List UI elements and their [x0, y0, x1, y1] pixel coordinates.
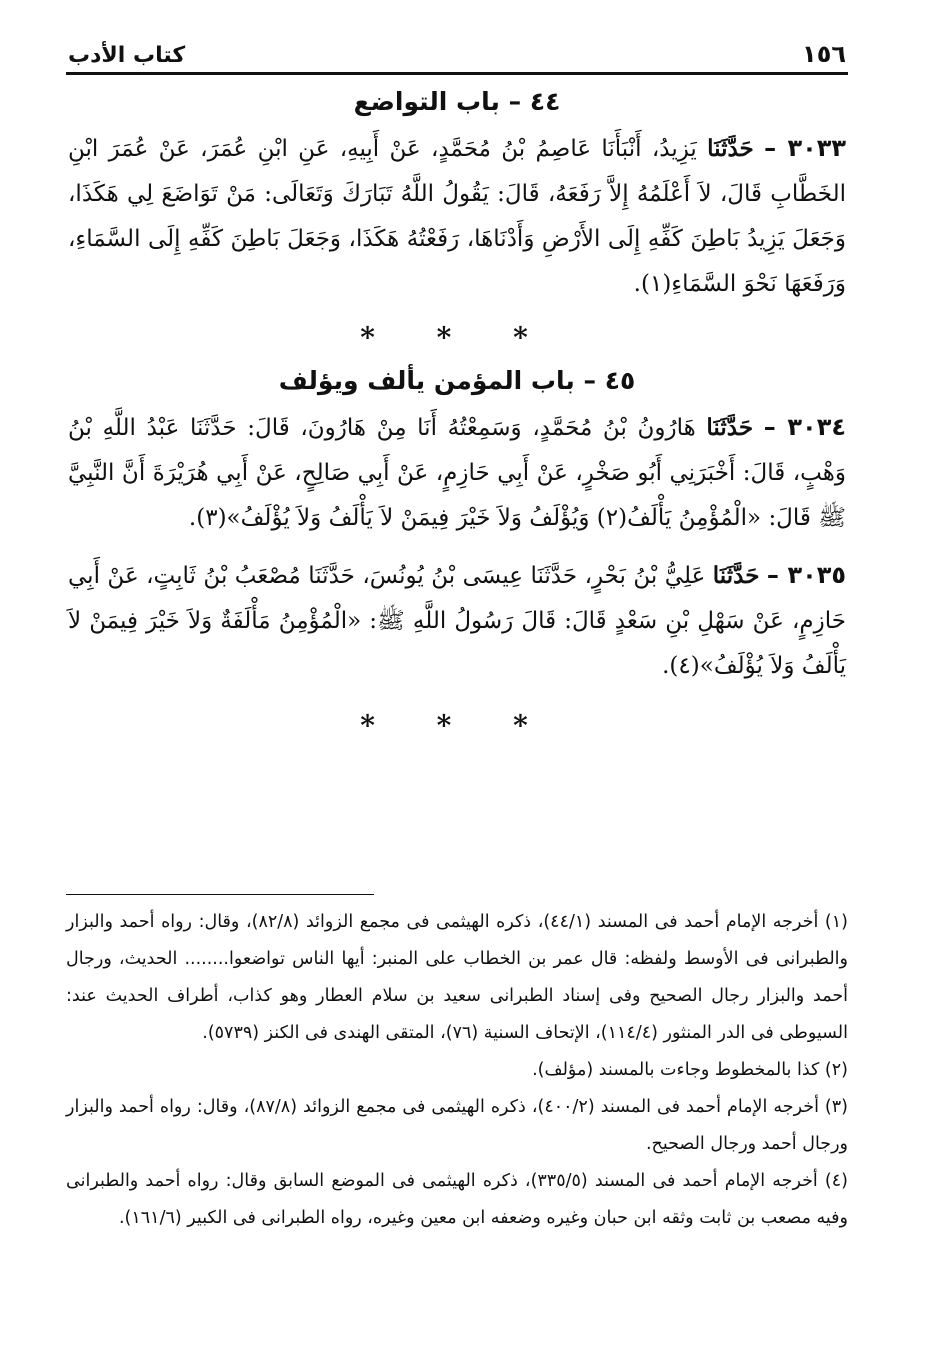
footnotes: [66, 904, 848, 1237]
footnote: (٢) كذا بالمخطوط وجاءت بالمسند (مؤلف).: [532, 1060, 848, 1080]
book-title: كتاب الأدب: [68, 43, 186, 68]
hadith-text: عَلِيُّ بْنُ بَحْرٍ، حَدَّثَنَا عِيسَى بْنُ يُونُسَ، حَدَّثَنَا مُصْعَبُ بْنُ ثَابِتٍ، عَنْ أَبِي حَازِمٍ، عَنْ سَهْلِ بْنِ سَعْدٍ قَالَ: قَالَ رَسُولُ اللَّهِ ﷺ: «الْمُؤْمِنُ مَأْلَفَةٌ وَلاَ خَيْرَ فِيمَنْ لاَ يَأْلَفُ وَلاَ يُؤْلَفُ»(٤).: [68, 563, 846, 679]
footnote: (٣) أخرجه الإمام أحمد فى المسند (٤٠٠/٢)، ذكره الهيثمى فى مجمع الزوائد (٨٧/٨)، وقال: رواه أحمد والبزار ورجال أحمد ورجال الصحيح.: [66, 1097, 848, 1154]
hadith-lead: حَدَّثَنَا: [712, 562, 760, 589]
hadith-paragraph: [66, 405, 848, 541]
section-heading: ٤٤ – باب التواضع: [353, 87, 561, 116]
section-heading: ٤٥ – باب المؤمن يألف ويؤلف: [278, 366, 636, 395]
hadith-lead: حَدَّثَنَا: [707, 135, 754, 162]
footnote: (١) أخرجه الإمام أحمد فى المسند (٤٤/١)، ذكره الهيثمى فى مجمع الزوائد (٨٢/٨)، وقال: رواه أحمد والبزار والطبرانى فى الأوسط ولفظه: قال عمر بن الخطاب على المنبر: أيها الناس تواضعوا........ الحديث، ورجال أحمد والبزار رجال الصحيح وفى إسناد الطبرانى سعيد بن سلام العطار وهو كذاب، أطراف الحديث عند: السيوطى فى الدر المنثور (١١٤/٤)، الإتحاف السنية (٧٦)، المتقى الهندى فى الكنز (٥٧٣٩).: [66, 912, 848, 1043]
header-rule: [66, 72, 848, 75]
footnotes-rule: [66, 894, 374, 895]
footnote: (٤) أخرجه الإمام أحمد فى المسند (٣٣٥/٥)، ذكره الهيثمى فى الموضع السابق وقال: رواه أحمد والطبرانى وفيه مصعب بن ثابت وثقه ابن حبان وغيره وضعفه ابن معين وغيره، رواه الطبرانى فى الكبير (١٦١/٦).: [66, 1171, 848, 1228]
hadith-paragraph: [66, 126, 848, 307]
page-number: ١٥٦: [802, 40, 846, 68]
hadith-number: ٣٠٣٥ –: [766, 561, 847, 589]
running-header: [66, 28, 848, 68]
section-separator: * * *: [360, 709, 554, 742]
book-page: [66, 28, 848, 1348]
hadith-text: هَارُونُ بْنُ مُحَمَّدٍ، وَسَمِعْتُهُ أَنَا مِنْ هَارُونَ، قَالَ: حَدَّثَنَا عَبْدُ اللَّهِ بْنُ وَهْبٍ، قَالَ: أَخْبَرَنِي أَبُو صَخْرٍ، عَنْ أَبِي حَازِمٍ، عَنْ أَبِي صَالِحٍ، عَنْ أَبِي هُرَيْرَةَ أَنَّ النَّبِيَّ ﷺ قَالَ: «الْمُؤْمِنُ يَأْلَفُ(٢) وَيُؤْلَفُ وَلاَ خَيْرَ فِيمَنْ لاَ يَأْلَفُ وَلاَ يُؤْلَفُ»(٣).: [68, 415, 846, 531]
section-separator: * * *: [360, 321, 554, 354]
hadith-number: ٣٠٣٤ –: [763, 413, 846, 441]
hadith-number: ٣٠٣٣ –: [764, 134, 847, 162]
hadith-lead: حَدَّثَنَا: [706, 414, 754, 441]
hadith-text: يَزِيدُ، أَنْبَأَنَا عَاصِمُ بْنُ مُحَمَّدٍ، عَنْ أَبِيهِ، عَنِ ابْنِ عُمَرَ، عَنْ عُمَرَ ابْنِ الخَطَّابِ قَالَ، لاَ أَعْلَمُهُ إِلاَّ رَفَعَهُ، قَالَ: يَقُولُ اللَّهُ تَبَارَكَ وَتَعَالَى: مَنْ تَوَاضَعَ لِي هَكَذَا، وَجَعَلَ يَزِيدُ بَاطِنَ كَفِّهِ إِلَى الأَرْضِ وَأَدْنَاهَا، رَفَعْتُهُ هَكَذَا، وَجَعَلَ بَاطِنَ كَفِّهِ إِلَى السَّمَاءِ، وَرَفَعَهَا نَحْوَ السَّمَاءِ(١).: [68, 136, 846, 297]
hadith-paragraph: [66, 553, 848, 689]
